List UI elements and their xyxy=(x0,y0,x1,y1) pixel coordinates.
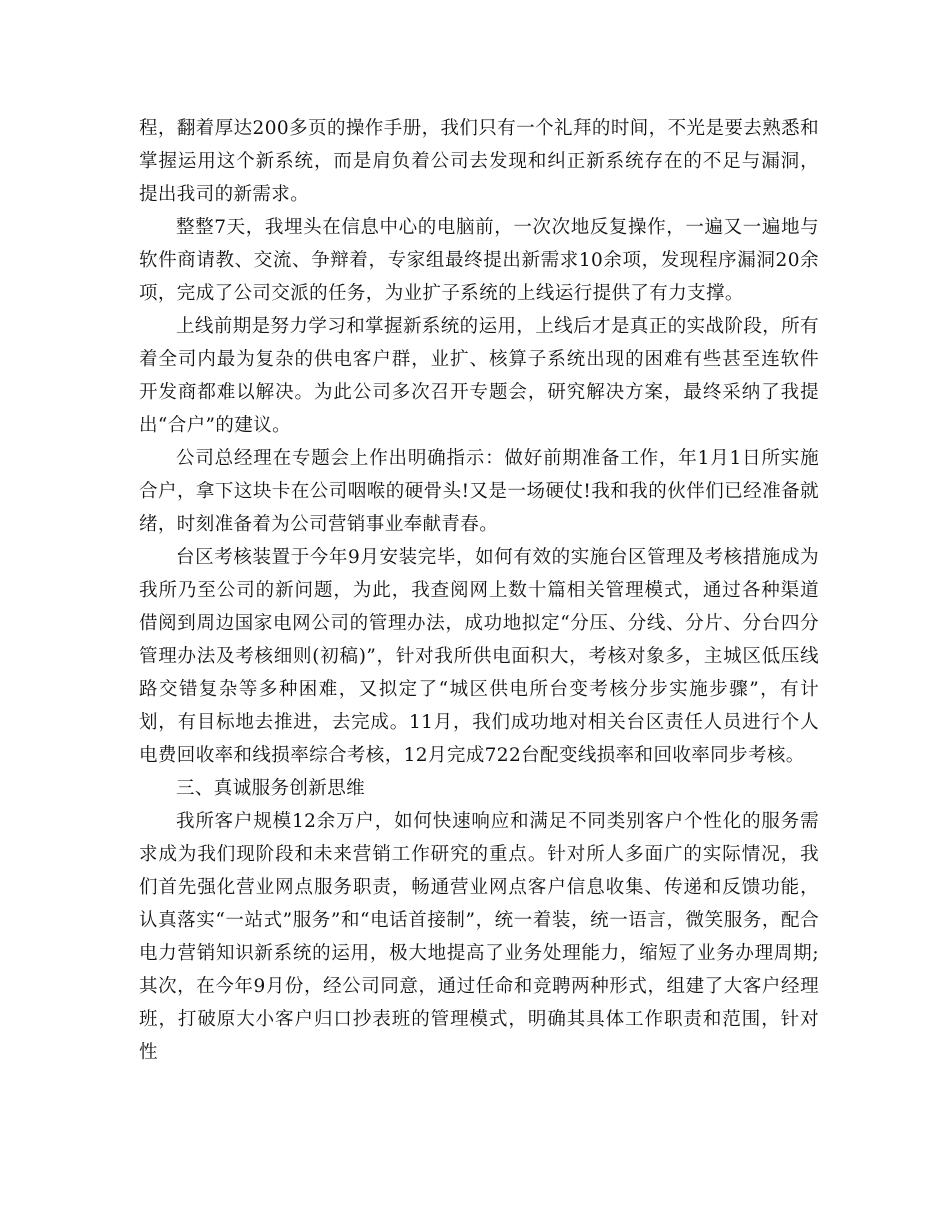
paragraph-district-assessment: 台区考核装置于今年9月安装完毕，如何有效的实施台区管理及考核措施成为我所乃至公司的新问题，为此，我查阅网上数十篇相关管理模式，通过各种渠道借阅到周边国家电网公司的管理办法，成功地拟定“分压、分线、分片、分台四分管理办法及考核细则(初稿)”，针对我所供电面积大，考核对象多，主城区低压线路交错复杂等多种困难，又拟定了“城区供电所台变考核分步实施步骤”，有计划，有目标地去推进，去完成。11月，我们成功地对相关台区责任人员进行个人电费回收率和线损率综合考核，12月完成722台配变线损率和回收率同步考核。 xyxy=(139,547,819,766)
paragraph-seven-days: 整整7天，我埋头在信息中心的电脑前，一次次地反复操作，一遍又一遍地与软件商请教、交流、争辩着，专家组最终提出新需求10余项，发现程序漏洞20余项，完成了公司交派的任务，为业扩子系统的上线运行提供了有力支撑。 xyxy=(139,217,819,304)
paragraph-manager-instructions: 公司总经理在专题会上作出明确指示：做好前期准备工作，年1月1日所实施合户，拿下这块卡在公司咽喉的硬骨头!又是一场硬仗!我和我的伙伴们已经准备就绪，时刻准备着为公司营销事业奉献青春。 xyxy=(139,448,819,535)
paragraph-continued: 程，翻着厚达200多页的操作手册，我们只有一个礼拜的时间，不光是要去熟悉和掌握运用这个新系统，而是肩负着公司去发现和纠正新系统存在的不足与漏洞，提出我司的新需求。 xyxy=(139,118,819,205)
paragraph-go-live: 上线前期是努力学习和掌握新系统的运用，上线后才是真正的实战阶段，所有着全司内最为复杂的供电客户群，业扩、核算子系统出现的困难有些甚至连软件开发商都难以解决。为此公司多次召开专题会，研究解决方案，最终采纳了我提出“合户”的建议。 xyxy=(139,316,819,436)
document-body xyxy=(139,112,819,1069)
section-heading: 三、真诚服务创新思维 xyxy=(176,778,366,799)
paragraph-customer-service: 我所客户规模12余万户，如何快速响应和满足不同类别客户个性化的服务需求成为我们现阶段和未来营销工作研究的重点。针对所人多面广的实际情况，我们首先强化营业网点服务职责，畅通营业网点客户信息收集、传递和反馈功能，认真落实“一站式”服务”和“电话首接制”，统一着装，统一语言，微笑服务，配合电力营销知识新系统的运用，极大地提高了业务处理能力，缩短了业务办理周期;其次，在今年9月份，经公司同意，通过任命和竞聘两种形式，组建了大客户经理班，打破原大小客户归口抄表班的管理模式，明确其具体工作职责和范围，针对性 xyxy=(139,811,819,1063)
